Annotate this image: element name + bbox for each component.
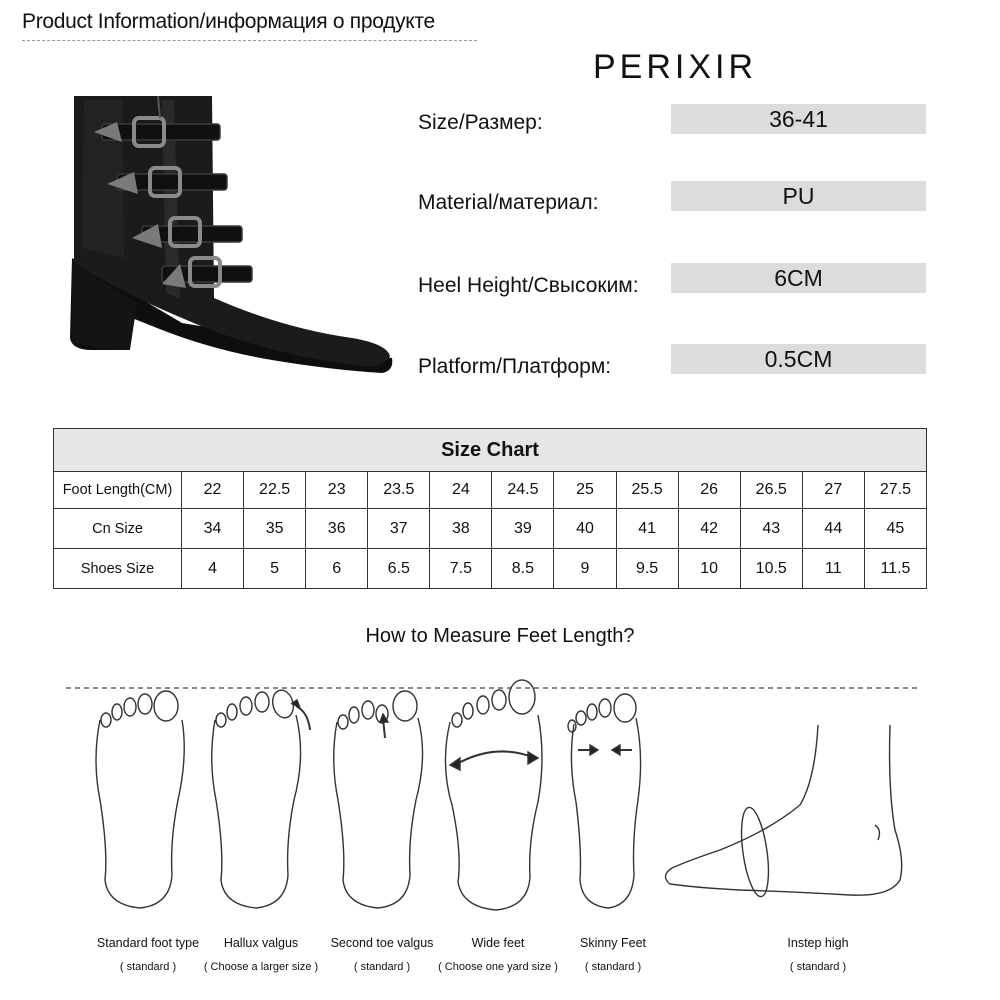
page-title: Product Information/информация о продукте bbox=[22, 10, 435, 33]
table-cell: 6.5 bbox=[368, 549, 430, 589]
table-cell: 24 bbox=[430, 472, 492, 509]
brand-name: PERIXIR bbox=[592, 48, 758, 86]
table-cell: 44 bbox=[802, 509, 864, 549]
row-header: Foot Length(CM) bbox=[54, 472, 182, 509]
table-cell: 27.5 bbox=[864, 472, 926, 509]
table-row bbox=[54, 509, 927, 549]
foot-label-wide-feet: Wide feet bbox=[471, 936, 525, 950]
table-cell: 23.5 bbox=[368, 472, 430, 509]
size-chart-title: Size Chart bbox=[54, 429, 927, 472]
foot-label-second-toe-valgus: Second toe valgus bbox=[330, 936, 434, 950]
table-cell: 26.5 bbox=[740, 472, 802, 509]
table-cell: 24.5 bbox=[492, 472, 554, 509]
foot-label-hallux-valgus: Hallux valgus bbox=[223, 936, 299, 950]
foot-note-hallux-valgus: ( Choose a larger size ) bbox=[203, 961, 319, 973]
table-cell: 10.5 bbox=[740, 549, 802, 589]
row-header: Cn Size bbox=[54, 509, 182, 549]
table-cell: 8.5 bbox=[492, 549, 554, 589]
foot-illustrations bbox=[0, 676, 1000, 916]
table-cell: 22.5 bbox=[244, 472, 306, 509]
table-cell: 9.5 bbox=[616, 549, 678, 589]
foot-note-standard: ( standard ) bbox=[119, 961, 177, 973]
table-cell: 39 bbox=[492, 509, 554, 549]
table-cell: 9 bbox=[554, 549, 616, 589]
table-cell: 23 bbox=[306, 472, 368, 509]
spec-label-heel-height: Heel Height/Свысоким: bbox=[418, 274, 639, 297]
table-cell: 35 bbox=[244, 509, 306, 549]
table-cell: 10 bbox=[678, 549, 740, 589]
table-cell: 4 bbox=[182, 549, 244, 589]
foot-wide-icon bbox=[445, 680, 542, 910]
foot-note-wide-feet: ( Choose one yard size ) bbox=[438, 961, 558, 973]
table-cell: 37 bbox=[368, 509, 430, 549]
foot-standard-icon bbox=[96, 691, 184, 908]
foot-label-skinny-feet: Skinny Feet bbox=[579, 936, 646, 950]
spec-value-size: 36-41 bbox=[671, 104, 926, 134]
foot-instep-high-icon bbox=[665, 725, 901, 898]
spec-value-material: PU bbox=[671, 181, 926, 211]
table-cell: 22 bbox=[182, 472, 244, 509]
foot-label-standard: Standard foot type bbox=[96, 936, 200, 950]
table-row bbox=[54, 549, 927, 589]
foot-note-skinny-feet: ( standard ) bbox=[584, 961, 642, 973]
title-divider bbox=[22, 40, 477, 41]
table-cell: 5 bbox=[244, 549, 306, 589]
table-cell: 11.5 bbox=[864, 549, 926, 589]
table-cell: 42 bbox=[678, 509, 740, 549]
spec-label-size: Size/Размер: bbox=[418, 111, 543, 134]
table-cell: 43 bbox=[740, 509, 802, 549]
table-cell: 7.5 bbox=[430, 549, 492, 589]
foot-note-instep-high: ( standard ) bbox=[789, 961, 847, 973]
product-image-boot bbox=[62, 88, 402, 388]
foot-hallux-valgus-icon bbox=[212, 688, 310, 908]
table-cell: 41 bbox=[616, 509, 678, 549]
table-row bbox=[54, 472, 927, 509]
row-header: Shoes Size bbox=[54, 549, 182, 589]
table-cell: 26 bbox=[678, 472, 740, 509]
table-cell: 6 bbox=[306, 549, 368, 589]
table-cell: 34 bbox=[182, 509, 244, 549]
table-cell: 40 bbox=[554, 509, 616, 549]
foot-skinny-icon bbox=[568, 694, 641, 908]
foot-note-second-toe-valgus: ( standard ) bbox=[353, 961, 411, 973]
measure-title: How to Measure Feet Length? bbox=[365, 625, 635, 647]
table-cell: 25 bbox=[554, 472, 616, 509]
table-cell: 36 bbox=[306, 509, 368, 549]
table-cell: 27 bbox=[802, 472, 864, 509]
table-cell: 25.5 bbox=[616, 472, 678, 509]
spec-label-platform: Platform/Платформ: bbox=[418, 355, 612, 378]
table-cell: 45 bbox=[864, 509, 926, 549]
table-cell: 38 bbox=[430, 509, 492, 549]
foot-label-instep-high: Instep high bbox=[787, 936, 849, 950]
size-chart-table bbox=[53, 428, 927, 589]
spec-value-heel-height: 6CM bbox=[671, 263, 926, 293]
table-cell: 11 bbox=[802, 549, 864, 589]
spec-label-material: Material/материал: bbox=[418, 191, 599, 214]
foot-second-toe-valgus-icon bbox=[334, 691, 423, 908]
spec-value-platform: 0.5CM bbox=[671, 344, 926, 374]
